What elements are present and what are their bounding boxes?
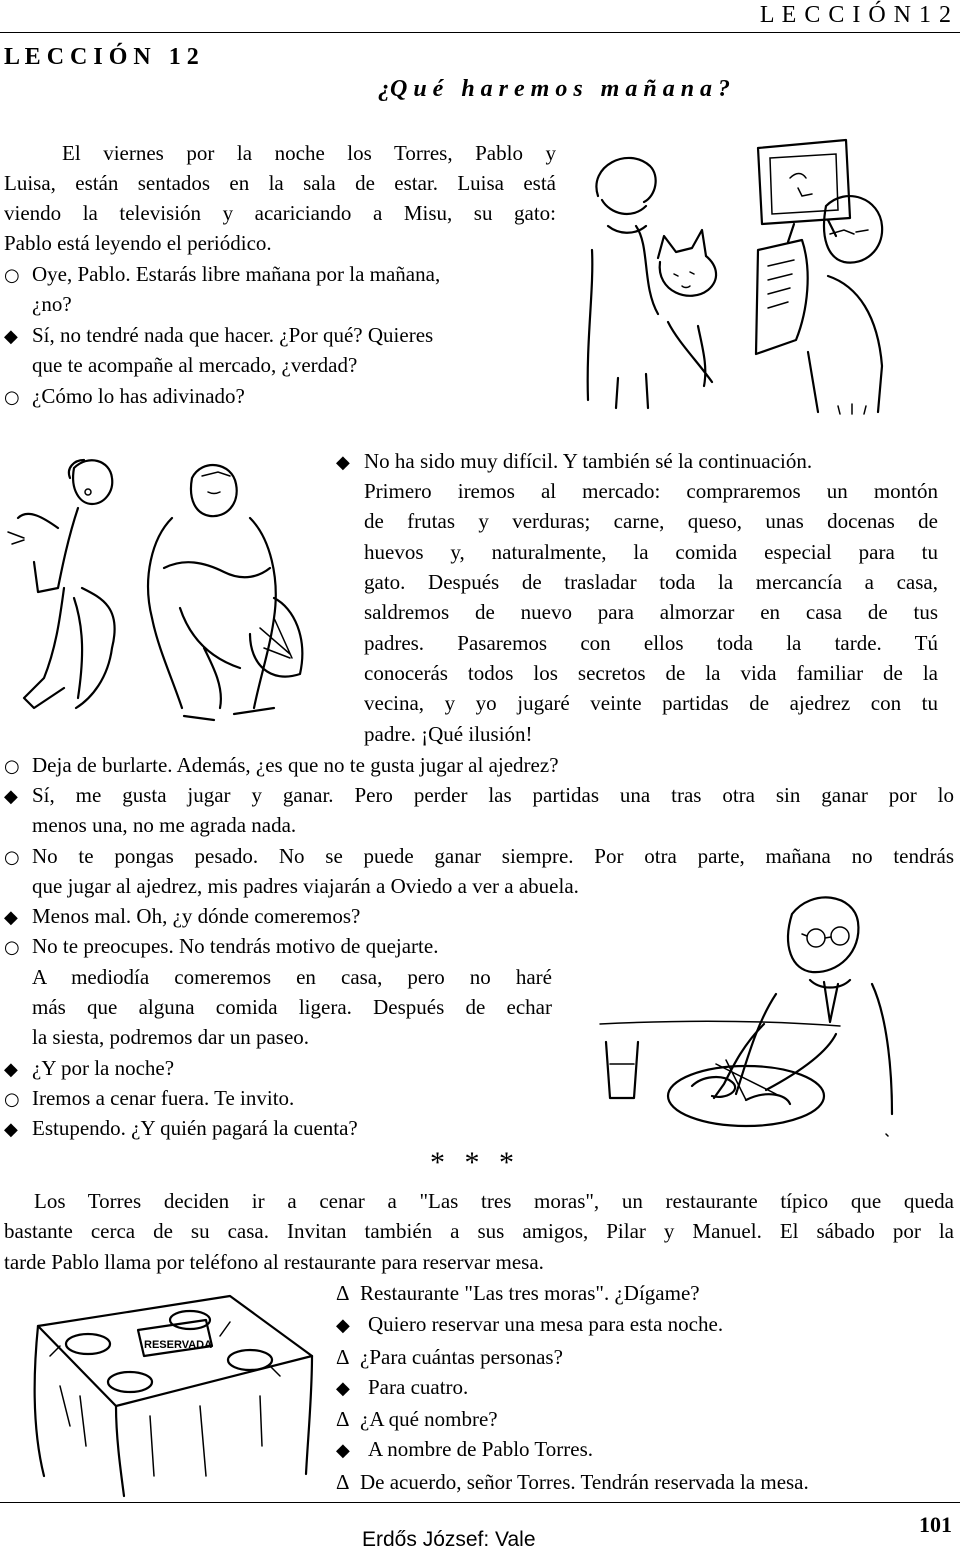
dialogue-line: padres. Pasaremos con ellos toda la tarde. Tú	[364, 631, 938, 655]
dialogue-line: que te acompañe al mercado, ¿verdad?	[32, 353, 358, 377]
reserved-sign-text: RESERVADA	[144, 1339, 213, 1351]
phone-line: Δ ¿Para cuántas personas?	[336, 1342, 563, 1372]
dialogue-line: ◆ ¿Y por la noche?	[4, 1053, 174, 1085]
dialogue-line: ○ Oye, Pablo. Estarás libre mañana por la mañana,	[4, 259, 440, 291]
dialogue-line: que jugar al ajedrez, mis padres viajarán a Oviedo a ver a abuela.	[32, 874, 579, 898]
phone-line: ◆ A nombre de Pablo Torres.	[336, 1434, 593, 1466]
narrative-line: tarde Pablo llama por teléfono al restaurante para reservar mesa.	[4, 1250, 544, 1274]
man-with-basket-sketch	[148, 465, 302, 720]
delta-marker-icon: Δ	[336, 1407, 350, 1431]
dialogue-line: vecina, y yo jugaré veinte partidas de ajedrez con tu	[364, 691, 938, 715]
dialogue-line: ◆ Estupendo. ¿Y quién pagará la cuenta?	[4, 1113, 358, 1145]
dialogue-line: la siesta, podremos dar un paseo.	[32, 1025, 310, 1049]
dialogue-line: saldremos de nuevo para almorzar en casa de tus	[364, 600, 938, 624]
dialogue-line: ○ No te preocupes. No tendrás motivo de quejarte.	[4, 931, 438, 963]
shopping-couple-illustration	[4, 448, 328, 732]
dialogue-line: ◆ Sí, no tendré nada que hacer. ¿Por qué? Quieres	[4, 320, 433, 352]
running-header: L E C C I Ó N 1 2	[759, 2, 952, 28]
header-rule	[0, 32, 960, 33]
page-number: 101	[919, 1512, 952, 1537]
dialogue-line: A mediodía comeremos en casa, pero no haré	[32, 965, 552, 989]
phone-line: Δ De acuerdo, señor Torres. Tendrán reservada la mesa.	[336, 1467, 809, 1497]
circle-marker-icon: ○	[4, 937, 20, 958]
diamond-marker-icon: ◆	[4, 1059, 18, 1080]
diamond-marker-icon: ◆	[336, 1315, 350, 1336]
dialogue-line: menos una, no me agrada nada.	[32, 813, 297, 837]
dialogue-line: ○ ¿Cómo lo has adivinado?	[4, 381, 245, 413]
woman-walking-sketch	[8, 460, 115, 708]
dialogue-line: más que alguna comida ligera. Después de echar	[32, 995, 552, 1019]
living-room-illustration	[578, 126, 900, 416]
dialogue-line: padre. ¡Qué ilusión!	[364, 722, 533, 746]
dialogue-line: ◆ Sí, me gusta jugar y ganar. Pero perder las partidas una tras otra sin ganar por lo	[4, 780, 954, 812]
dialogue-line: ¿no?	[32, 292, 72, 316]
intro-line: Luisa, están sentados en la sala de estar. Luisa está	[4, 171, 556, 195]
phone-line: ◆ Quiero reservar una mesa para esta noche.	[336, 1309, 723, 1341]
reserved-table-illustration	[20, 1286, 322, 1504]
phone-line: Δ Restaurante "Las tres moras". ¿Dígame?	[336, 1278, 700, 1308]
dialogue-line: ○ Deja de burlarte. Además, ¿es que no te gusta jugar al ajedrez?	[4, 750, 559, 782]
delta-marker-icon: Δ	[336, 1281, 350, 1305]
woman-sketch	[588, 158, 658, 408]
diamond-marker-icon: ◆	[4, 786, 18, 807]
man-body-sketch	[714, 984, 892, 1114]
diamond-marker-icon: ◆	[4, 907, 18, 928]
television-sketch	[758, 140, 850, 242]
circle-marker-icon: ○	[4, 1089, 20, 1110]
narrative-line: Los Torres deciden ir a cenar a "Las tres moras", un restaurante típico que queda	[34, 1189, 954, 1213]
intro-line: Pablo está leyendo el periódico.	[4, 231, 272, 255]
diamond-marker-icon: ◆	[336, 1378, 350, 1399]
dialogue-line: ◆ No ha sido muy difícil. Y también sé la continuación.	[336, 446, 812, 478]
diamond-marker-icon: ◆	[4, 326, 18, 347]
intro-line: El viernes por la noche los Torres, Pablo y	[62, 141, 556, 165]
diamond-marker-icon: ◆	[4, 1119, 18, 1140]
dialogue-line: gato. Después de trasladar toda la mercancía a casa,	[364, 570, 938, 594]
man-head-sketch	[788, 897, 858, 1022]
circle-marker-icon: ○	[4, 387, 20, 408]
diamond-marker-icon: ◆	[336, 1440, 350, 1461]
dialogue-line: huevos y, naturalmente, la comida especial para tu	[364, 540, 938, 564]
dialogue-line: ◆ Menos mal. Oh, ¿y dónde comeremos?	[4, 901, 360, 933]
man-reading-sketch	[756, 196, 882, 412]
man-eating-illustration	[596, 884, 896, 1156]
intro-line: viendo la televisión y acariciando a Misu, su gato:	[4, 201, 556, 225]
delta-marker-icon: Δ	[336, 1470, 350, 1494]
circle-marker-icon: ○	[4, 756, 20, 777]
circle-marker-icon: ○	[4, 265, 20, 286]
lesson-title: ¿Q u é h a r e m o s m a ñ a n a ?	[378, 76, 731, 102]
dialogue-line: Primero iremos al mercado: compraremos un montón	[364, 479, 938, 503]
dialogue-line: ○ No te pongas pesado. No se puede ganar siempre. Por otra parte, mañana no tendrás	[4, 841, 954, 873]
diamond-marker-icon: ◆	[336, 452, 350, 473]
dialogue-line: de frutas y verduras; carne, queso, unas docenas de	[364, 509, 938, 533]
footer-author: Erdős József: Vale	[362, 1528, 536, 1551]
glass-sketch	[606, 1042, 638, 1098]
narrative-line: bastante cerca de su casa. Invitan también a sus amigos, Pilar y Manuel. El sábado por la	[4, 1219, 954, 1243]
dialogue-line: ○ Iremos a cenar fuera. Te invito.	[4, 1083, 294, 1115]
lesson-label: L E C C I Ó N 1 2	[4, 44, 199, 70]
circle-marker-icon: ○	[4, 847, 20, 868]
delta-marker-icon: Δ	[336, 1345, 350, 1369]
section-separator: * * *	[430, 1146, 520, 1179]
dialogue-line: conocerás todos los secretos de la vida familiar de la	[364, 661, 938, 685]
phone-line: ◆ Para cuatro.	[336, 1372, 468, 1404]
cat-sketch	[658, 230, 716, 386]
phone-line: Δ ¿A qué nombre?	[336, 1404, 498, 1434]
